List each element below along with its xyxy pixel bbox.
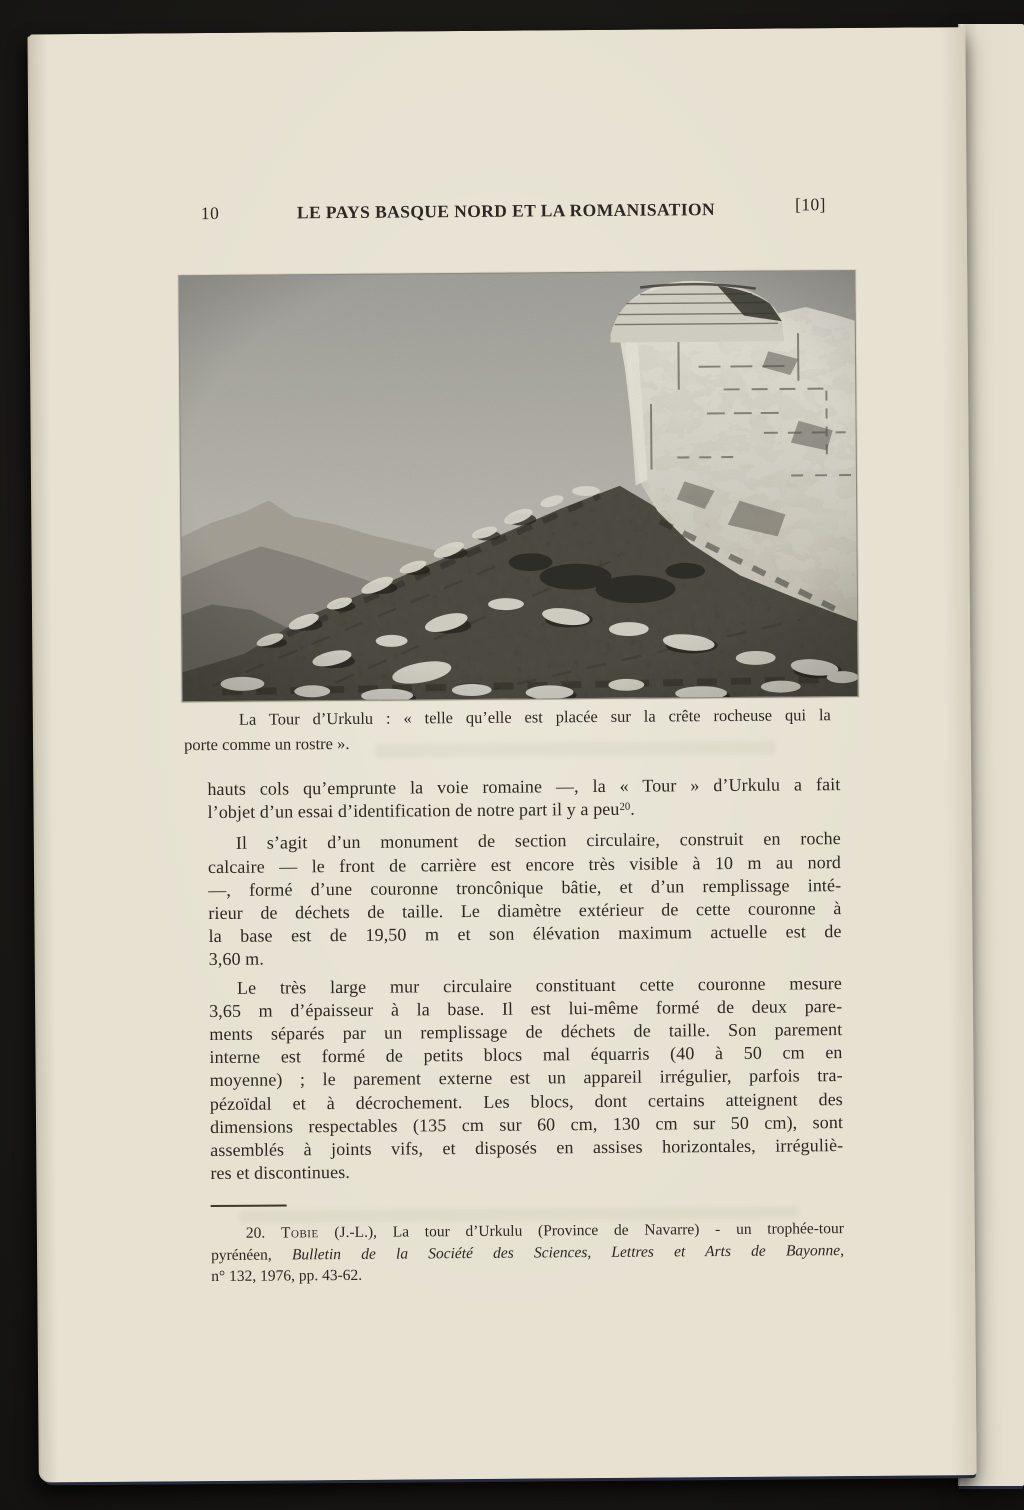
text-line: 3,60 m. — [208, 949, 265, 970]
paragraph-mur — [209, 972, 844, 1186]
text-span: l’objet d’un essai d’identification de notre part il y a peu — [207, 799, 620, 823]
text-line: 3,65 m d’épaisseur à la base. Il est lui-même formé de deux pare- — [209, 995, 843, 1021]
book-page — [29, 27, 976, 1482]
text-line: interne est formé de petits blocs mal équarris (40 à 50 cm en — [209, 1042, 843, 1068]
text-line: res et discontinues. — [210, 1162, 350, 1184]
text-span: 20. — [245, 1224, 282, 1242]
photo-illustration — [179, 271, 857, 701]
text-span: pyrénéen, — [210, 1245, 292, 1264]
text-line: moyenne) ; le parement externe est un appareil irrégulier, parfois tra- — [209, 1065, 843, 1091]
text-line: la base est de 19,50 m et son élévation maximum actuelle est de — [208, 921, 842, 947]
photo-caption — [184, 702, 831, 757]
text-span: , — [840, 1241, 845, 1259]
text-line: La Tour d’Urkulu : « telle qu’elle est placée sur la crête rocheuse qui la — [238, 705, 831, 729]
italic-text: Bulletin de la Société des Sciences, Lettres et Arts de Bayonne — [291, 1241, 841, 1263]
text-line: assemblés à joints vifs, et disposés en assises horizontales, irréguliè- — [210, 1135, 844, 1161]
text-line: n° 132, 1976, pp. 43-62. — [211, 1266, 363, 1286]
footnote — [211, 1218, 844, 1287]
page-number: 10 — [200, 202, 220, 224]
text-line: —, formé d’une couronne troncônique bâtie, et d’un remplissage inté- — [208, 874, 842, 900]
text-line: Le très large mur circulaire constituant cette couronne mesure — [236, 972, 843, 998]
running-header — [200, 194, 828, 229]
text-span: (J.-L.), La tour d’Urkulu (Province de Navarre) - un trophée-tour — [318, 1220, 844, 1242]
sup-text: 20 — [619, 801, 631, 814]
text-line: porte comme un rostre ». — [183, 733, 350, 755]
text-line: Il s’agit d’un monument de section circulaire, construit en roche — [235, 828, 841, 854]
paragraph-monument — [208, 827, 842, 971]
photo-grain-overlay — [179, 271, 857, 701]
text-line: dimensions respectables (135 cm sur 60 cm, 130 cm sur 50 cm), sont — [209, 1111, 844, 1137]
text-line: ments séparés par un remplissage de déchets de taille. Son parement — [209, 1019, 843, 1045]
running-title: LE PAYS BASQUE NORD ET LA ROMANISATION — [296, 199, 716, 223]
footnote-rule — [211, 1204, 287, 1207]
text-line — [207, 796, 840, 827]
text-span: . — [630, 798, 635, 819]
smallcaps-text: Tobie — [280, 1224, 319, 1242]
text-line: rieur de déchets de taille. Le diamètre extérieur de cette couronne à — [208, 898, 842, 924]
body-text — [207, 773, 843, 1185]
text-line: calcaire — le front de carrière est encore très visible à 10 m au nord — [207, 851, 842, 877]
text-line: hauts cols qu’emprunte la voie romaine —, la « Tour » d’Urkulu a fait — [207, 774, 841, 800]
column-number: [10] — [794, 194, 826, 215]
paragraph-continuation — [207, 773, 840, 827]
text-line: pézoïdal et à décrochement. Les blocs, dont certains atteignent des — [209, 1088, 843, 1114]
tour-urkulu-photograph — [178, 270, 858, 702]
